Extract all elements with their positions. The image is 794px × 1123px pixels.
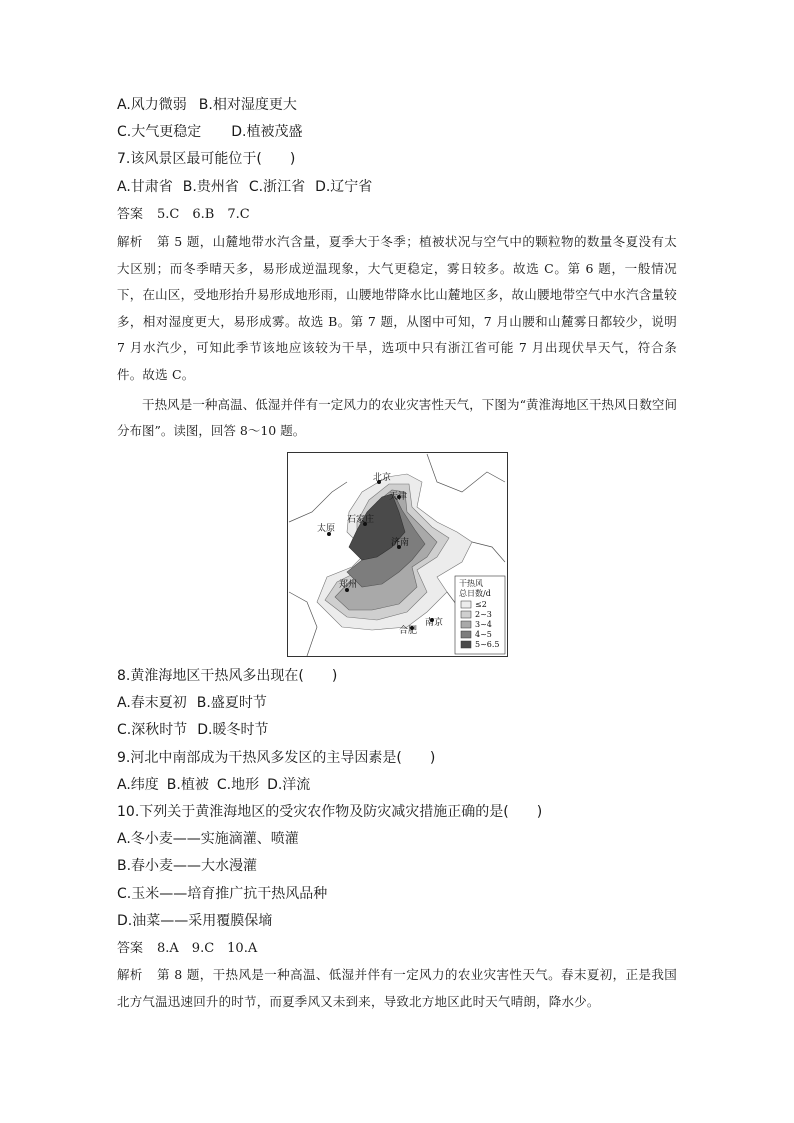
- option-c: C.浙江省: [248, 179, 306, 195]
- option-b: B.相对湿度更大: [198, 97, 297, 113]
- legend-title-1: 干热风: [459, 579, 483, 588]
- city-jinan: 济南: [391, 538, 410, 548]
- question-8-options: [117, 693, 267, 713]
- legend-item-4: 4~5: [475, 630, 492, 639]
- option-d: D.辽宁省: [315, 179, 373, 195]
- option-a: A.风力微弱: [117, 97, 187, 113]
- option-c: C.深秋时节: [117, 722, 188, 738]
- question-7-options: [117, 177, 372, 197]
- city-beijing: 北京: [373, 473, 392, 483]
- question-8: 8.黄淮海地区干热风多出现在( ): [117, 668, 338, 684]
- answer-text: 8.A 9.C 10.A: [157, 941, 258, 956]
- answer-label: 答案: [117, 941, 144, 956]
- intro-paragraph: 干热风是一种高温、低湿并伴有一定风力的农业灾害性天气，下图为“黄淮海地区干热风日数空间分布图”。读图，回答 8～10 题。: [117, 397, 677, 438]
- analysis-block: [117, 962, 677, 1015]
- answer-line: [117, 939, 257, 959]
- question-8-options: [117, 720, 268, 740]
- legend-title-2: 总日数/d: [459, 589, 491, 598]
- question-10: 10.下列关于黄淮海地区的受灾农作物及防灾减灾措施正确的是( ): [117, 804, 543, 820]
- analysis-block: [117, 229, 677, 388]
- analysis-text: 第 8 题，干热风是一种高温、低湿并伴有一定风力的农业灾害性天气。春末夏初，正是我国北方气温迅速回升的时节，而夏季风又未到来，导致北方地区此时天气晴朗，降水少。: [117, 967, 677, 1009]
- option-b: B.贵州省: [182, 179, 239, 195]
- city-hefei: 合肥: [399, 626, 418, 636]
- city-taiyuan: 太原: [317, 524, 336, 534]
- option-a: A.春末夏初: [117, 695, 187, 711]
- option-d: D.洋流: [267, 777, 311, 793]
- option-a: A.纬度: [117, 777, 159, 793]
- question-9: 9.河北中南部成为干热风多发区的主导因素是( ): [117, 750, 436, 766]
- answer-text: 5.C 6.B 7.C: [157, 207, 250, 222]
- analysis-label: 解析: [117, 234, 143, 249]
- option-line: [117, 95, 297, 115]
- legend-item-2: 2~3: [475, 610, 492, 619]
- option-a: A.甘肃省: [117, 179, 173, 195]
- legend-item-3: 3~4: [475, 620, 492, 629]
- question-9-options: [117, 775, 310, 795]
- analysis-text: 第 5 题，山麓地带水汽含量，夏季大于冬季；植被状况与空气中的颗粒物的数量冬夏没有太大区别；而冬季晴天多，易形成逆温现象，大气更稳定，雾日较多。故选 C。第 6 题，一般情况下，在山区，受地形抬升易形成地形雨，山腰地带降水比山麓地区多，故山腰地带空气中水汽含量较多，相对湿度更大，易形成雾。故选 B。第 7 题，从图中可知，7 月山腰和山麓雾日都较少，说明 7 月水汽少，可知此季节该地应该较为干旱，选项中只有浙江省可能 7 月出现伏旱天气，符合条件。故选 C。: [117, 234, 677, 382]
- answer-line: [117, 205, 250, 225]
- option-c: C.地形: [216, 777, 260, 793]
- legend-item-1: ≤2: [475, 600, 487, 609]
- city-zhengzhou: 郑州: [339, 580, 358, 590]
- option-c: C.大气更稳定: [117, 124, 202, 140]
- city-tianjin: 天津: [389, 492, 408, 502]
- option-d: D.植被茂盛: [231, 124, 303, 140]
- question-10-option-d: D.油菜——采用覆膜保墒: [117, 913, 273, 929]
- analysis-label: 解析: [117, 967, 143, 982]
- option-line: [117, 122, 302, 142]
- legend-item-5: 5~6.5: [475, 640, 500, 649]
- question-10-option-c: C.玉米——培育推广抗干热风品种: [117, 886, 328, 902]
- option-d: D.暖冬时节: [197, 722, 269, 738]
- map-legend: [455, 576, 505, 654]
- option-b: B.盛夏时节: [196, 695, 267, 711]
- city-shijiazhuang: 石家庄: [347, 515, 375, 525]
- question-10-option-a: A.冬小麦——实施滴灌、喷灌: [117, 831, 299, 847]
- option-b: B.植被: [166, 777, 209, 793]
- city-nanjing: 南京: [425, 618, 444, 628]
- dry-hot-wind-map: [287, 452, 508, 657]
- answer-label: 答案: [117, 207, 144, 222]
- question-7: 7.该风景区最可能位于( ): [117, 151, 296, 167]
- question-10-option-b: B.春小麦——大水漫灌: [117, 858, 258, 874]
